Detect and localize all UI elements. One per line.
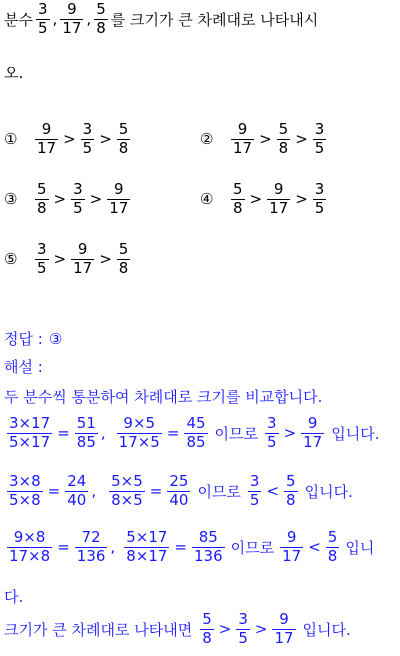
option-mark: ②: [200, 130, 214, 149]
explanation-step-3: $\frac{9\times 8}{17\times 8}$ = $\frac{72}{136}$ , $\frac{5\times 17}{8\times 17}$ = $\frac{85}{136}$ 이므로 $\frac{9}{17}$ < $\frac{5}{8}$ 입니: [9, 528, 375, 565]
answer-label: 정답 :: [4, 330, 43, 348]
explanation-conclusion: 크기가 큰 차례대로 나타내면 $\frac{5}{8}$ > $\frac{3}{5}$ > $\frac{9}{17}$ 입니다.: [4, 610, 351, 647]
question-tail: 를 크기가 큰 차례대로 나타내시: [110, 10, 319, 29]
question-tail-2: 오.: [4, 64, 24, 82]
question-line-1: 분수 $\frac{3}{5}$ , $\frac{9}{17}$ , $\frac{5}{8}$ 를 크기가 큰 차례대로 나타내시: [4, 0, 319, 37]
explanation-step-2: $\frac{3\times 8}{5\times 8}$ = $\frac{24}{40}$ , $\frac{5\times 5}{8\times 5}$ = $\frac{25}{40}$ 이므로 $\frac{3}{5}$ < $\frac{5}{8}$ 입니다.: [9, 472, 353, 509]
option-mark: ④: [200, 190, 214, 209]
answer-line: [4, 328, 62, 349]
question-lead: 분수: [4, 10, 33, 29]
option-4[interactable]: ④ $\frac{5}{8}$ > $\frac{9}{17}$ > $\frac{3}{5}$: [200, 180, 325, 217]
option-1[interactable]: ① $\frac{9}{17}$ > $\frac{3}{5}$ > $\frac{5}{8}$: [4, 120, 129, 157]
option-mark: ⑤: [4, 250, 18, 269]
option-mark: ③: [4, 190, 18, 209]
question-fraction-3: $\frac{5}{8}$: [96, 0, 106, 37]
question-fraction-1: $\frac{3}{5}$: [37, 0, 48, 37]
explanation-step-3-cont: 다.: [4, 588, 24, 606]
option-5[interactable]: ⑤ $\frac{3}{5}$ > $\frac{9}{17}$ > $\frac{5}{8}$: [4, 240, 129, 277]
question-fraction-2: $\frac{9}{17}$: [62, 0, 82, 37]
option-mark: ①: [4, 130, 18, 149]
explanation-intro: 두 분수씩 통분하여 차례대로 크기를 비교합니다.: [4, 388, 323, 406]
answer-value: ③: [48, 329, 63, 348]
option-3[interactable]: ③ $\frac{5}{8}$ > $\frac{3}{5}$ > $\frac{9}{17}$: [4, 180, 129, 217]
explanation-step-1: $\frac{3\times 17}{5\times 17}$ = $\frac{51}{85}$ , $\frac{9\times 5}{17\times 5}$ = $\frac{45}{85}$ 이므로 $\frac{3}{5}$ > $\frac{9}{17}$ 입니다.: [9, 414, 380, 451]
option-2[interactable]: ② $\frac{9}{17}$ > $\frac{5}{8}$ > $\frac{3}{5}$: [200, 120, 325, 157]
question-line-2: [4, 62, 23, 83]
explanation-label: 해설 :: [4, 358, 43, 376]
